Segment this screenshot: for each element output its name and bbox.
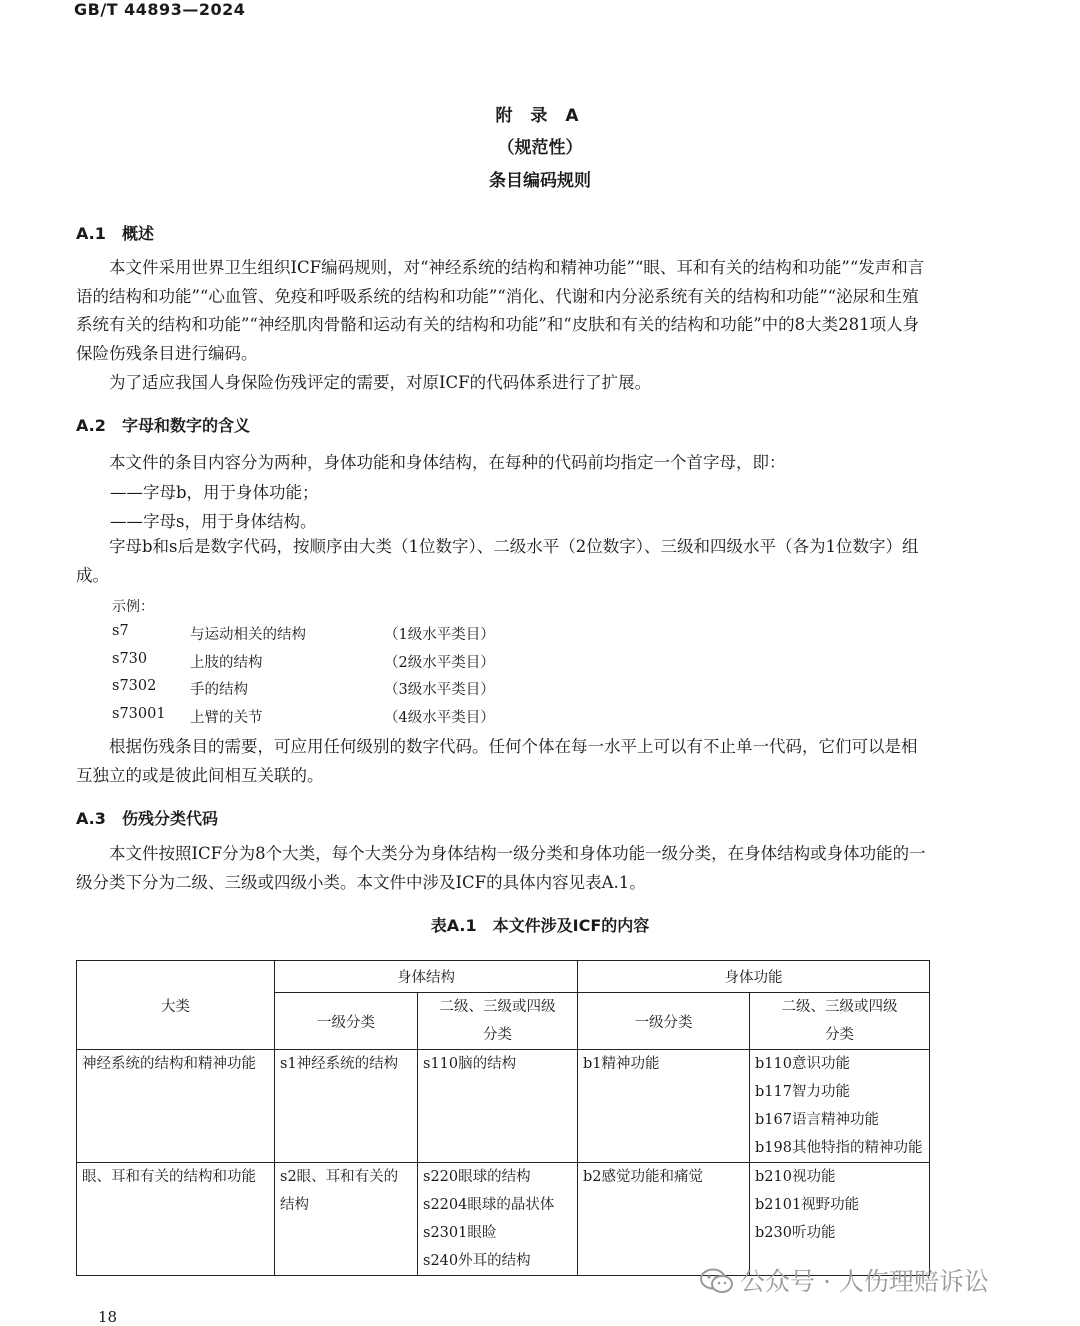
- header-function-sub: [750, 993, 930, 1050]
- cell-text: s220眼球的结构: [423, 1169, 531, 1185]
- cell-text: 神经系统的结构和精神功能: [82, 1056, 256, 1072]
- header-category: 大类: [77, 961, 275, 1050]
- watermark-text: 公众号 · 人伤理赔诉讼: [740, 1267, 989, 1296]
- header-body-structure: 身体结构: [275, 961, 578, 993]
- example-level: （2级水平类目）: [384, 655, 495, 671]
- cell-text: s240外耳的结构: [423, 1253, 531, 1269]
- cell-category: [77, 1050, 275, 1163]
- page-number: 18: [98, 1308, 118, 1326]
- cell-structure-level1: [275, 1163, 418, 1276]
- a2-paragraph-3: 根据伤残条目的需要，可应用任何级别的数字代码。任何个体在每一水平上可以有不止单一代码，它们可以是相互独立的或是彼此间相互关联的。: [76, 737, 918, 785]
- section-a2-heading: [76, 413, 250, 436]
- header-structure-level1: 一级分类: [275, 993, 418, 1050]
- section-number: A.1: [76, 224, 106, 243]
- cell-structure-sub: [418, 1050, 578, 1163]
- header-text: 二级、三级或四级: [439, 999, 556, 1015]
- example-code: s730: [112, 651, 148, 667]
- cell-text: s2眼、耳和有关的: [280, 1169, 399, 1185]
- header-structure-sub: [418, 993, 578, 1050]
- example-level: （3级水平类目）: [384, 682, 495, 698]
- appendix-name: 条目编码规则: [489, 171, 591, 191]
- section-title: 伤残分类代码: [122, 809, 219, 828]
- example-code: s7302: [112, 678, 157, 694]
- dash-item-b: ——字母b，用于身体功能；: [110, 483, 319, 502]
- table-header-row: [77, 961, 930, 993]
- cell-function-sub: [750, 1050, 930, 1163]
- section-a1-heading: [76, 221, 154, 244]
- cell-text: s110脑的结构: [423, 1056, 517, 1072]
- cell-function-sub: [750, 1163, 930, 1276]
- watermark: [700, 1262, 989, 1298]
- cell-text: 眼、耳和有关的结构和功能: [82, 1169, 256, 1185]
- cell-function-level1: [578, 1050, 750, 1163]
- section-number: A.3: [76, 809, 106, 828]
- cell-category: [77, 1163, 275, 1276]
- example-code: s73001: [112, 706, 166, 722]
- a2-paragraph-2: 字母b和s后是数字代码，按顺序由大类（1位数字）、二级水平（2位数字）、三级和四级水平（各为1位数字）组成。: [76, 537, 919, 585]
- header-function-level1: 一级分类: [578, 993, 750, 1050]
- example-code: s7: [112, 623, 129, 639]
- section-number: A.2: [76, 416, 106, 435]
- standard-code-header: GB/T 44893—2024: [74, 0, 246, 19]
- example-desc: 上肢的结构: [190, 655, 263, 671]
- header-body-function: 身体功能: [578, 961, 930, 993]
- appendix-title: 附 录 A: [495, 106, 585, 126]
- cell-text: b2101视野功能: [755, 1197, 860, 1213]
- table-caption: 表A.1 本文件涉及ICF的内容: [430, 916, 650, 935]
- cell-text: b1精神功能: [583, 1056, 660, 1072]
- example-desc: 与运动相关的结构: [190, 627, 306, 643]
- cell-text: 结构: [280, 1197, 309, 1213]
- cell-text: b110意识功能: [755, 1056, 850, 1072]
- appendix-nature: （规范性）: [497, 138, 583, 158]
- wechat-icon: [700, 1268, 734, 1294]
- a2-paragraph-1: 本文件的条目内容分为两种，身体功能和身体结构，在每种的代码前均指定一个首字母，即：: [109, 453, 786, 472]
- cell-structure-sub: [418, 1163, 578, 1276]
- table-row: [77, 1050, 930, 1163]
- icf-content-table: [76, 960, 930, 1276]
- cell-text: s1神经系统的结构: [280, 1056, 399, 1072]
- cell-text: b2感觉功能和痛觉: [583, 1169, 704, 1185]
- cell-text: b210视功能: [755, 1169, 836, 1185]
- section-a3-heading: [76, 806, 218, 829]
- table-row: [77, 1163, 930, 1276]
- example-level: （4级水平类目）: [384, 710, 495, 726]
- section-title: 概述: [122, 224, 155, 243]
- section-title: 字母和数字的含义: [122, 416, 251, 435]
- cell-text: s2204眼球的晶状体: [423, 1197, 555, 1213]
- example-level: （1级水平类目）: [384, 627, 495, 643]
- header-text: 分类: [825, 1027, 854, 1043]
- example-desc: 上臂的关节: [190, 710, 263, 726]
- dash-item-s: ——字母s，用于身体结构。: [110, 512, 317, 531]
- example-desc: 手的结构: [190, 682, 248, 698]
- cell-structure-level1: [275, 1050, 418, 1163]
- cell-text: b167语言精神功能: [755, 1112, 879, 1128]
- cell-text: b230听功能: [755, 1225, 836, 1241]
- example-label: 示例：: [112, 599, 154, 615]
- cell-text: s2301眼睑: [423, 1225, 497, 1241]
- header-text: 二级、三级或四级: [781, 999, 898, 1015]
- cell-text: b117智力功能: [755, 1084, 850, 1100]
- header-text: 分类: [483, 1027, 512, 1043]
- a1-paragraph-2: 为了适应我国人身保险伤残评定的需要，对原ICF的代码体系进行了扩展。: [109, 373, 652, 392]
- cell-function-level1: [578, 1163, 750, 1276]
- a1-paragraph-1: 本文件采用世界卫生组织ICF编码规则，对“神经系统的结构和精神功能”“眼、耳和有关的结构和功能”“发声和言语的结构和功能”“心血管、免疫和呼吸系统的结构和功能”“消化、代谢和内分泌系统有关的结构和功能”“泌尿和生殖系统有关的结构和功能”“神经肌肉骨骼和运动有关的结构和功能”和“皮肤和有关的结构和功能”中的8大类281项人身保险伤残条目进行编码。: [76, 258, 925, 363]
- a3-paragraph-1: 本文件按照ICF分为8个大类，每个大类分为身体结构一级分类和身体功能一级分类，在身体结构或身体功能的一级分类下分为二级、三级或四级小类。本文件中涉及ICF的具体内容见表A.1。: [76, 844, 926, 892]
- cell-text: b198其他特指的精神功能: [755, 1140, 923, 1156]
